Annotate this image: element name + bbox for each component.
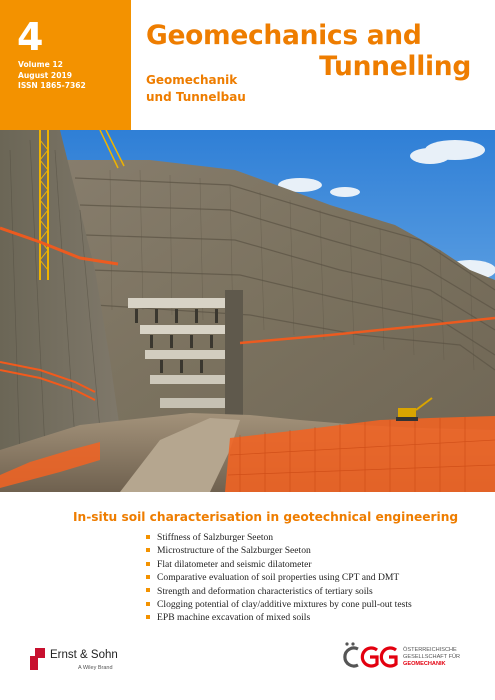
contents-list: [146, 531, 412, 625]
journal-subtitle-line1: Geomechanik: [146, 73, 238, 87]
issue-box: [0, 0, 131, 130]
volume-label: Volume 12: [18, 60, 63, 69]
issue-date: August 2019: [18, 70, 73, 80]
journal-title-line2: Tunnelling: [319, 51, 471, 82]
bullet-square-icon: [146, 588, 150, 592]
publisher-name: Ernst & Sohn: [50, 649, 118, 661]
bullet-square-icon: [146, 615, 150, 619]
contents-item: Stiffness of Salzburger Seeton: [146, 531, 412, 544]
excavation-site-photo: [0, 130, 495, 492]
publisher-tagline: A Wiley Brand: [78, 665, 113, 671]
publisher-mark-icon: [30, 648, 46, 670]
bullet-square-icon: [146, 602, 150, 606]
journal-subtitle: [146, 72, 246, 106]
issn-label: ISSN 1865-7362: [18, 81, 86, 90]
issue-number: 4: [17, 15, 44, 59]
contents-item: Flat dilatometer and seismic dilatometer: [146, 558, 412, 571]
issue-meta: [18, 60, 86, 92]
journal-title-line1: Geomechanics and: [146, 20, 422, 51]
bullet-square-icon: [146, 535, 150, 539]
bullet-square-icon: [146, 575, 150, 579]
contents-item: Comparative evaluation of soil properties using CPT and DMT: [146, 571, 412, 584]
contents-item: Strength and deformation characteristics of tertiary soils: [146, 585, 412, 598]
contents-item: EPB machine excavation of mixed soils: [146, 611, 412, 624]
contents-item: Clogging potential of clay/additive mixtures by cone pull-out tests: [146, 598, 412, 611]
journal-subtitle-line2: und Tunnelbau: [146, 90, 246, 104]
contents-item: Microstructure of the Salzburger Seeton: [146, 544, 412, 557]
bullet-square-icon: [146, 548, 150, 552]
issue-headline: In-situ soil characterisation in geotechnical engineering: [73, 510, 459, 524]
society-logo: [341, 641, 491, 677]
society-name: ÖSTERREICHISCHE GESELLSCHAFT FÜR GEOMECHANIK: [403, 647, 461, 668]
cover-photo: [0, 130, 495, 492]
bullet-square-icon: [146, 562, 150, 566]
oegg-mark-icon: [341, 641, 399, 671]
